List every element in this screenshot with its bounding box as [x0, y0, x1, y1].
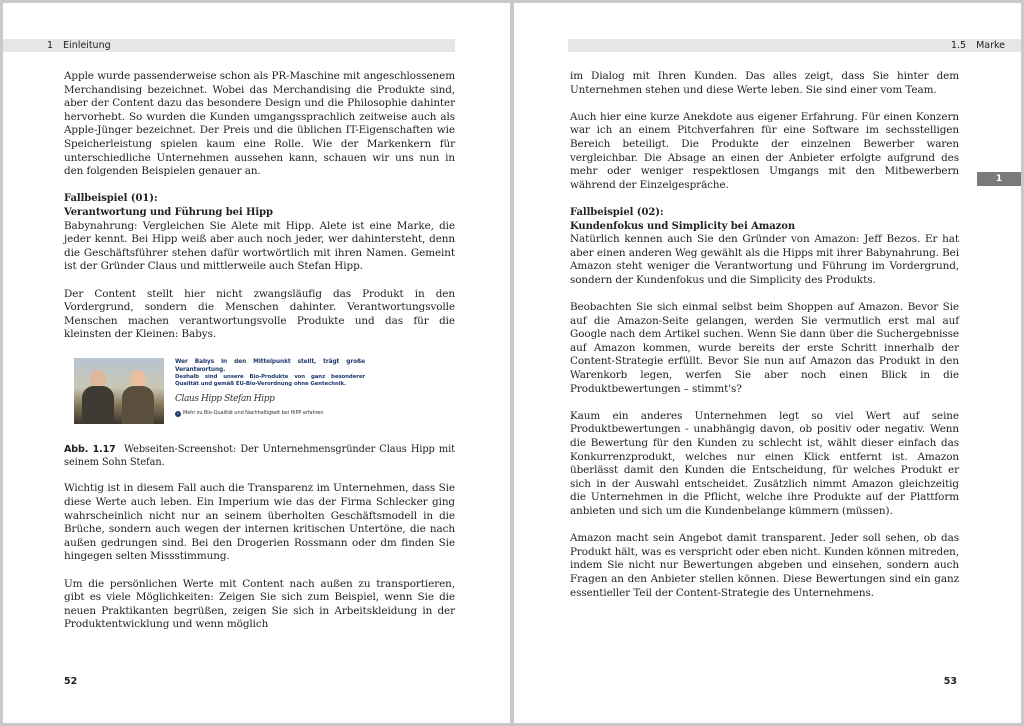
page-number-left: 52	[64, 676, 78, 687]
paragraph-amazon-3: Kaum ein anderes Unternehmen legt so viel Wert auf seine Produktbewertungen - unabhängig davon, ob positiv oder negativ. Wenn die Bewertung für den Kunden zu schlecht ist, wählt dieser einfach das Konkurrenzprodukt, welches nur einen Klick entfernt ist. Amazon überlässt damit den Kunden die Entscheidung, für welches Produkt er sich in der Auswahl entscheidet. Zusätzlich nimmt Amazon gleichzeitig die Unternehmen in die Pflicht, welche ihre Produkte auf der Plattform anbieten und sich um die Kundenbelange kümmern (müssen).	[570, 409, 959, 517]
figure-headline: Wer Babys in den Mittelpunkt stellt, trägt große Verantwortung.	[175, 358, 365, 373]
chapter-number: 1	[47, 40, 54, 51]
paragraph-transparency: Wichtig ist in diesem Fall auch die Transparenz im Unternehmen, dass Sie diese Werte auch leben. Ein Imperium wie das der Firma Schlecker ging wahrscheinlich nicht nur an seinem überholten Geschäftsmodell in die Brüche, sondern auch wegen der internen kritischen Untertöne, die nach außen gedrungen sind. Bei den Drogerien Rossmann oder dm finden Sie hingegen selten Missstimmung.	[64, 482, 455, 563]
paragraph-intro: Apple wurde passenderweise schon als PR-Maschine mit angeschlossenem Merchandising bezeichnet. Wobei das Merchandising die Produkte sind, aber der Content dazu das besondere Design und die Philosophie dahinter hervorhebt. So wurden die Kunden umgangssprachlich zeitweise auch als Apple-Jünger bezeichnet. Der Preis und die üblichen IT-Eigenschaften wie Speicherleistung spielen kaum eine Rolle. Wie der Markenkern für unterschiedliche Unternehmen aussehen kann, schauen wir uns nun in den folgenden Beispielen genauer an.	[64, 70, 455, 178]
figure-signature: Claus Hipp Stefan Hipp	[175, 393, 275, 404]
section-number: 1.5	[950, 40, 967, 51]
section-title: Marke	[976, 40, 1005, 51]
paragraph-dialog: im Dialog mit Ihren Kunden. Das alles zeigt, dass Sie hinter dem Unternehmen stehen und diese Werte leben. Sie sind einer vom Team.	[570, 70, 959, 96]
left-page	[3, 3, 510, 723]
arrow-right-icon: ›	[175, 411, 181, 417]
paragraph-amazon-1: Natürlich kennen auch Sie den Gründer von Amazon: Jeff Bezos. Er hat aber einen anderen Weg gewählt als die Hipps mit ihrer Babynahrung. Bei Amazon steht weniger die Verantwortung und Führung im Vordergrund, sondern der Kundenfokus und die Simplicity des Produkts.	[570, 233, 959, 286]
paragraph-values: Um die persönlichen Werte mit Content nach außen zu transportieren, gibt es viele Möglichkeiten: Zeigen Sie sich zum Beispiel, wenn Sie die neuen Praktikanten begrüßen, zeigen Sie sich in Arbeitskleidung in der Produktentwicklung und wenn möglich	[64, 577, 455, 631]
figure-hipp-screenshot	[74, 358, 364, 430]
running-header-right	[568, 39, 1021, 52]
figure-link-text: Mehr zu Bio-Qualität und Nachhaltigkeit bei HiPP erfahren	[183, 410, 324, 417]
case-study-label: Fallbeispiel (02):	[570, 206, 664, 218]
case-study-label: Fallbeispiel (01):	[64, 193, 158, 205]
figure-caption	[64, 443, 455, 469]
paragraph-amazon-2: Beobachten Sie sich einmal selbst beim Shoppen auf Amazon. Bevor Sie auf die Amazon-Seite gelangen, werden Sie vermutlich erst mal auf Google nach dem Artikel suchen. Wenn Sie dann über die Suchergebnisse auf Amazon kommen, wurde bereits der erste Schritt innerhalb der Content-Strategie erfüllt. Bevor Sie nun auf Amazon das Produkt in den Warenkorb legen, werfen Sie aber noch einen Blick in die Produktbewertungen – stimmt's?	[570, 301, 959, 395]
page-number-right: 53	[943, 676, 957, 687]
case-study-title: Verantwortung und Führung bei Hipp	[64, 206, 273, 218]
paragraph-hipp-1: Babynahrung: Vergleichen Sie Alete mit Hipp. Alete ist eine Marke, die jeder kennt. Bei Hipp weiß aber auch noch jeder, wer dahintersteht, denn die Geschäftsführer stehen dafür wortwörtlich mit ihren Namen. Gemeint ist der Gründer Claus und mittlerweile auch Stefan Hipp.	[64, 219, 455, 273]
figure-subline: Deshalb sind unsere Bio-Produkte von ganz besonderer Qualität und gemäß EU-Bio-Verordnung ohne Gentechnik.	[175, 373, 365, 388]
caption-text: Webseiten-Screenshot: Der Unternehmensgründer Claus Hipp mit seinem Sohn Stefan.	[64, 443, 455, 468]
right-body-text	[570, 70, 959, 614]
case-study-title: Kundenfokus und Simplicity bei Amazon	[570, 220, 796, 232]
paragraph-anecdote: Auch hier eine kurze Anekdote aus eigener Erfahrung. Für einen Konzern war ich an einem Pitchverfahren für eine Software im sechsstelligen Bereich beteiligt. Die Produkte der einzelnen Bewerber waren vergleichbar. Die Absage an einen der Anbieter erfolgte aufgrund des mehr oder weniger respektlosen Umgangs mit den Mitbewerbern während der Einzelgespräche.	[570, 110, 959, 191]
hipp-founders-photo	[74, 358, 164, 424]
figure-link	[175, 410, 365, 417]
caption-label: Abb. 1.17	[64, 443, 116, 455]
chapter-tab: 1	[977, 172, 1021, 186]
chapter-title: Einleitung	[63, 40, 111, 51]
running-header-left	[3, 39, 455, 52]
left-body-text	[64, 70, 455, 632]
right-page	[514, 3, 1021, 723]
paragraph-hipp-2: Der Content stellt hier nicht zwangsläufig das Produkt in den Vordergrund, sondern die Menschen dahinter. Verantwortungsvolle Menschen machen verantwortungsvolle Produkte und das für die kleinsten der Kleinen: Babys.	[64, 287, 455, 341]
paragraph-amazon-4: Amazon macht sein Angebot damit transparent. Jeder soll sehen, ob das Produkt hält, was es verspricht oder eben nicht. Kunden können mitreden, indem Sie nicht nur Bewertungen abgeben und einsehen, sondern auch Fragen an den Anbieter stellen können. Diese Bewertungen sind ein ganz essentieller Teil der Content-Strategie des Unternehmens.	[570, 532, 959, 599]
